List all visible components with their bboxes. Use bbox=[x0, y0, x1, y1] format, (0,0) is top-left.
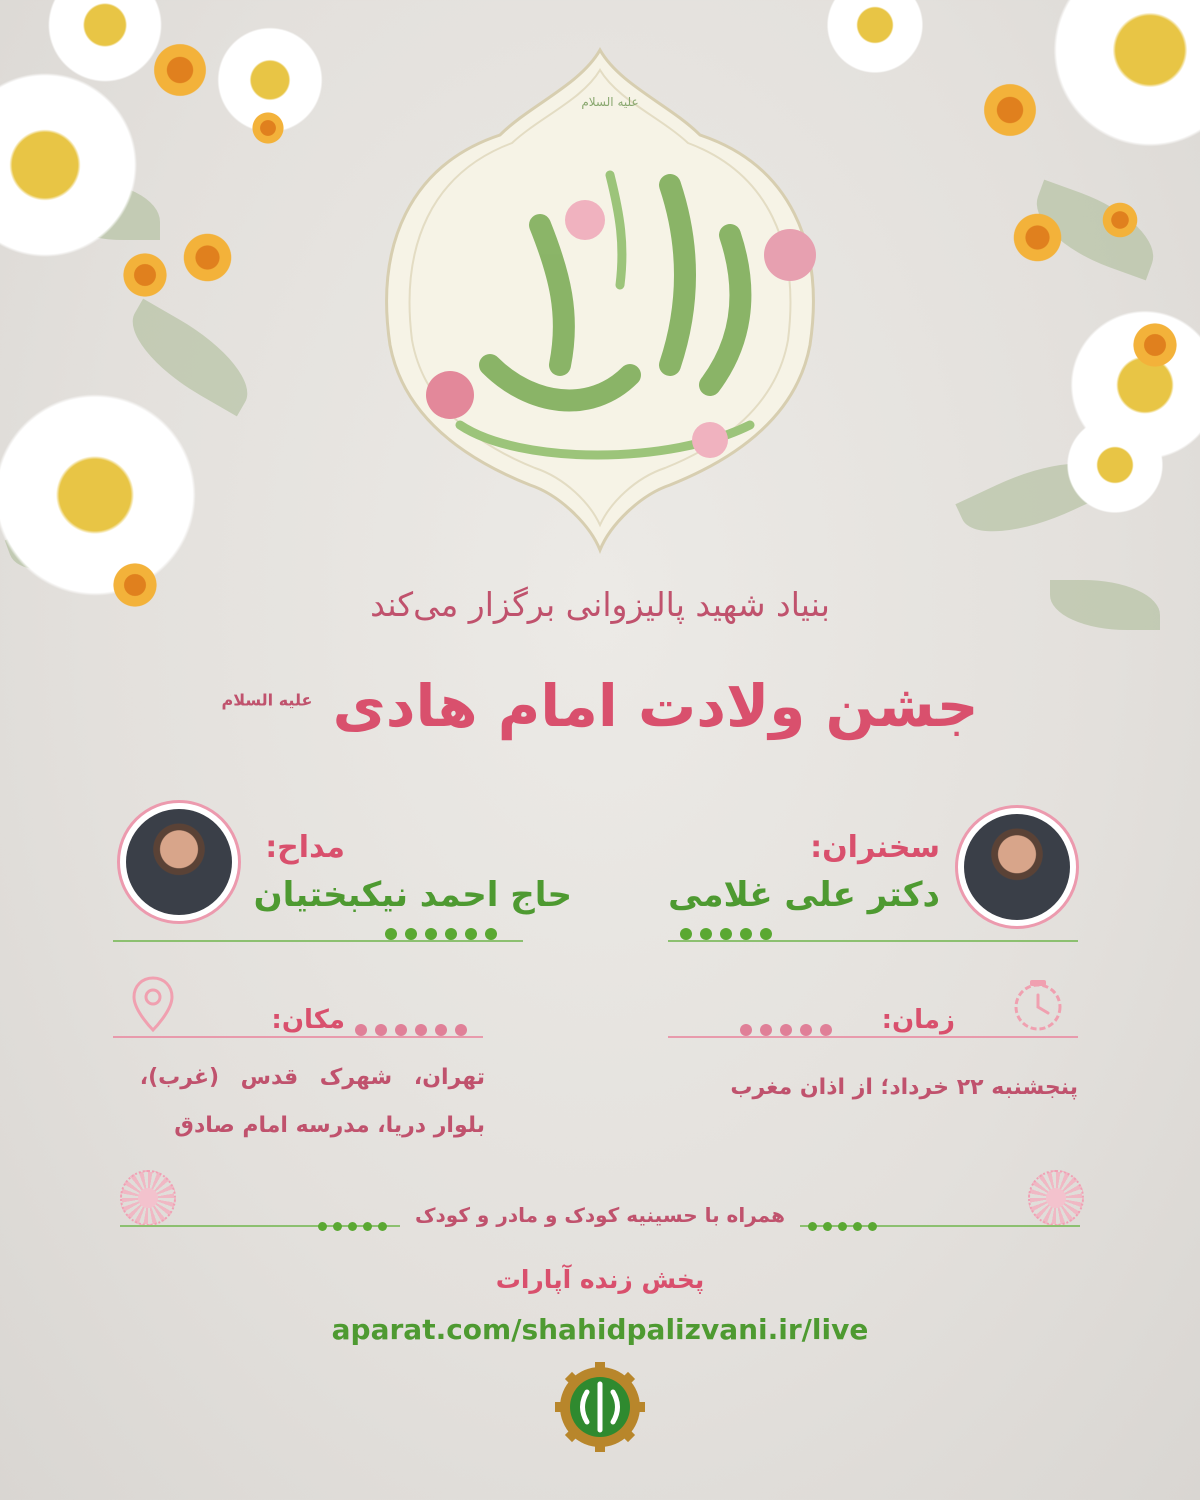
speaker-divider bbox=[668, 940, 1078, 942]
location-pin-icon bbox=[130, 975, 176, 1033]
foundation-logo-icon bbox=[555, 1362, 645, 1452]
place-label: مکان: bbox=[271, 1005, 345, 1035]
place-line-1: تهران، شهرک قدس (غرب)، bbox=[139, 1065, 485, 1090]
eulogist-avatar bbox=[117, 800, 241, 924]
title-honorific: علیه السلام bbox=[221, 690, 313, 710]
organizer-subtitle: بنیاد شهید پالیزوانی برگزار می‌کند bbox=[370, 585, 830, 624]
place-line-2: بلوار دریا، مدرسه امام صادق bbox=[174, 1113, 485, 1138]
live-stream-label: پخش زنده آپارات bbox=[495, 1265, 705, 1294]
speaker-dots bbox=[680, 928, 772, 940]
footer-note: همراه با حسینیه کودک و مادر و کودک bbox=[415, 1203, 785, 1227]
calligraphy-medallion bbox=[370, 45, 830, 555]
eulogist-divider bbox=[113, 940, 523, 942]
event-title-text: جشن ولادت امام هادی bbox=[332, 672, 979, 740]
speaker-avatar bbox=[955, 805, 1079, 929]
speaker-label: سخنران: bbox=[810, 830, 940, 865]
eulogist-name: حاج احمد نیکبختیان bbox=[253, 875, 572, 915]
time-value: پنجشنبه ۲۲ خرداد؛ از اذان مغرب bbox=[730, 1075, 1078, 1100]
speaker-name: دکتر علی غلامی bbox=[668, 875, 940, 915]
place-dots bbox=[355, 1024, 467, 1036]
stream-url-link[interactable]: aparat.com/shahidpalizvani.ir/live bbox=[331, 1313, 869, 1346]
event-title bbox=[0, 672, 1200, 740]
clock-icon bbox=[1008, 975, 1068, 1035]
eulogist-label: مداح: bbox=[265, 830, 345, 865]
calligraphy-honorific: علیه السلام bbox=[581, 95, 639, 109]
time-label: زمان: bbox=[881, 1005, 955, 1035]
time-divider bbox=[668, 1036, 1078, 1038]
place-divider bbox=[113, 1036, 483, 1038]
time-dots bbox=[740, 1024, 832, 1036]
eulogist-dots bbox=[385, 928, 497, 940]
